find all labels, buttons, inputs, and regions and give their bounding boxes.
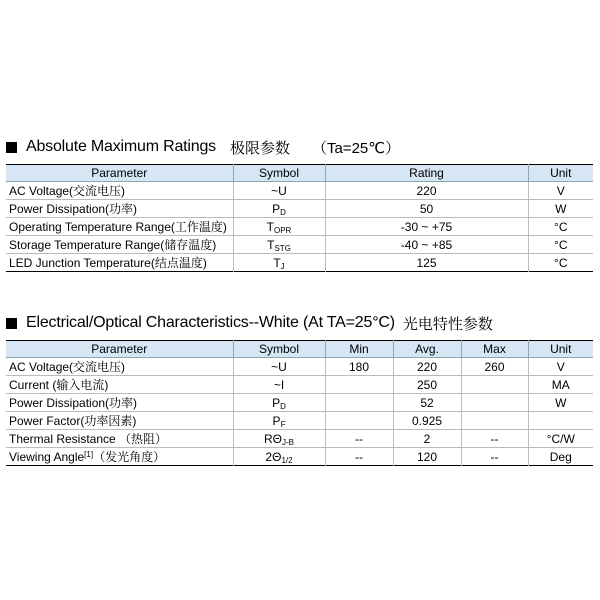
unit-cell: W bbox=[528, 200, 593, 218]
column-header: Unit bbox=[528, 165, 593, 182]
parameter-cell: AC Voltage(交流电压) bbox=[6, 182, 233, 200]
unit-cell: W bbox=[528, 394, 593, 412]
unit-cell: °C bbox=[528, 236, 593, 254]
symbol-cell: PD bbox=[233, 200, 325, 218]
min-cell: 180 bbox=[325, 358, 393, 376]
parameter-cell: Power Factor(功率因素) bbox=[6, 412, 233, 430]
max-cell: -- bbox=[461, 430, 528, 448]
table-row bbox=[6, 218, 593, 236]
parameter-cell: Current (输入电流) bbox=[6, 376, 233, 394]
unit-cell: Deg bbox=[528, 448, 593, 466]
parameter-cell: Operating Temperature Range(工作温度) bbox=[6, 218, 233, 236]
avg-cell: 220 bbox=[393, 358, 461, 376]
unit-cell: V bbox=[528, 182, 593, 200]
rating-cell: 50 bbox=[325, 200, 528, 218]
column-header: Parameter bbox=[6, 341, 233, 358]
min-cell: -- bbox=[325, 448, 393, 466]
symbol-cell: 2Θ1/2 bbox=[233, 448, 325, 466]
symbol-cell: ~U bbox=[233, 182, 325, 200]
rating-cell: 125 bbox=[325, 254, 528, 272]
table-row bbox=[6, 200, 593, 218]
square-bullet-icon bbox=[6, 142, 17, 153]
max-cell: -- bbox=[461, 448, 528, 466]
table-row bbox=[6, 448, 593, 466]
unit-cell: °C bbox=[528, 254, 593, 272]
symbol-cell: ~U bbox=[233, 358, 325, 376]
column-header: Parameter bbox=[6, 165, 233, 182]
electrical-optical-heading bbox=[6, 312, 596, 334]
symbol-cell: PD bbox=[233, 394, 325, 412]
parameter-cell: Thermal Resistance （热阻） bbox=[6, 430, 233, 448]
table-header-row bbox=[6, 165, 593, 182]
parameter-cell: Power Dissipation(功率) bbox=[6, 200, 233, 218]
parameter-cell: AC Voltage(交流电压) bbox=[6, 358, 233, 376]
max-cell: 260 bbox=[461, 358, 528, 376]
symbol-cell: TSTG bbox=[233, 236, 325, 254]
table-row bbox=[6, 394, 593, 412]
section-title: Absolute Maximum Ratings bbox=[26, 138, 216, 155]
square-bullet-icon bbox=[6, 318, 17, 329]
symbol-cell: RΘJ-B bbox=[233, 430, 325, 448]
absolute-max-ratings-section bbox=[6, 136, 596, 272]
electrical-optical-section bbox=[6, 312, 596, 466]
unit-cell: V bbox=[528, 358, 593, 376]
table-row bbox=[6, 236, 593, 254]
avg-cell: 0.925 bbox=[393, 412, 461, 430]
rating-cell: -40 ~ +85 bbox=[325, 236, 528, 254]
column-header: Symbol bbox=[233, 165, 325, 182]
parameter-cell: Viewing Angle[1]（发光角度） bbox=[6, 448, 233, 466]
absolute-max-ratings-table bbox=[6, 164, 593, 272]
max-cell bbox=[461, 412, 528, 430]
absolute-max-ratings-heading bbox=[6, 136, 596, 158]
min-cell: -- bbox=[325, 430, 393, 448]
section-title: Electrical/Optical Characteristics--White (At TA=25°C) bbox=[26, 314, 395, 331]
table-row bbox=[6, 254, 593, 272]
column-header: Avg. bbox=[393, 341, 461, 358]
max-cell bbox=[461, 394, 528, 412]
table-header-row bbox=[6, 341, 593, 358]
column-header: Max bbox=[461, 341, 528, 358]
parameter-cell: Power Dissipation(功率) bbox=[6, 394, 233, 412]
min-cell bbox=[325, 394, 393, 412]
rating-cell: -30 ~ +75 bbox=[325, 218, 528, 236]
symbol-cell: TJ bbox=[233, 254, 325, 272]
min-cell bbox=[325, 412, 393, 430]
table-row bbox=[6, 412, 593, 430]
section-title-cn: 光电特性参数 bbox=[402, 315, 493, 333]
parameter-cell: Storage Temperature Range(储存温度) bbox=[6, 236, 233, 254]
symbol-cell: PF bbox=[233, 412, 325, 430]
table-row bbox=[6, 430, 593, 448]
max-cell bbox=[461, 376, 528, 394]
column-header: Rating bbox=[325, 165, 528, 182]
rating-cell: 220 bbox=[325, 182, 528, 200]
parameter-cell: LED Junction Temperature(结点温度) bbox=[6, 254, 233, 272]
footnote-ref: [1] bbox=[84, 450, 94, 459]
avg-cell: 2 bbox=[393, 430, 461, 448]
unit-cell: MA bbox=[528, 376, 593, 394]
table-row bbox=[6, 358, 593, 376]
avg-cell: 250 bbox=[393, 376, 461, 394]
unit-cell: °C bbox=[528, 218, 593, 236]
electrical-optical-table bbox=[6, 340, 593, 466]
table-row bbox=[6, 182, 593, 200]
table-row bbox=[6, 376, 593, 394]
unit-cell bbox=[528, 412, 593, 430]
avg-cell: 52 bbox=[393, 394, 461, 412]
section-condition: （Ta=25℃） bbox=[311, 139, 401, 157]
symbol-cell: TOPR bbox=[233, 218, 325, 236]
avg-cell: 120 bbox=[393, 448, 461, 466]
column-header: Min bbox=[325, 341, 393, 358]
column-header: Unit bbox=[528, 341, 593, 358]
column-header: Symbol bbox=[233, 341, 325, 358]
section-title-cn: 极限参数 bbox=[229, 139, 290, 157]
min-cell bbox=[325, 376, 393, 394]
unit-cell: °C/W bbox=[528, 430, 593, 448]
symbol-cell: ~I bbox=[233, 376, 325, 394]
